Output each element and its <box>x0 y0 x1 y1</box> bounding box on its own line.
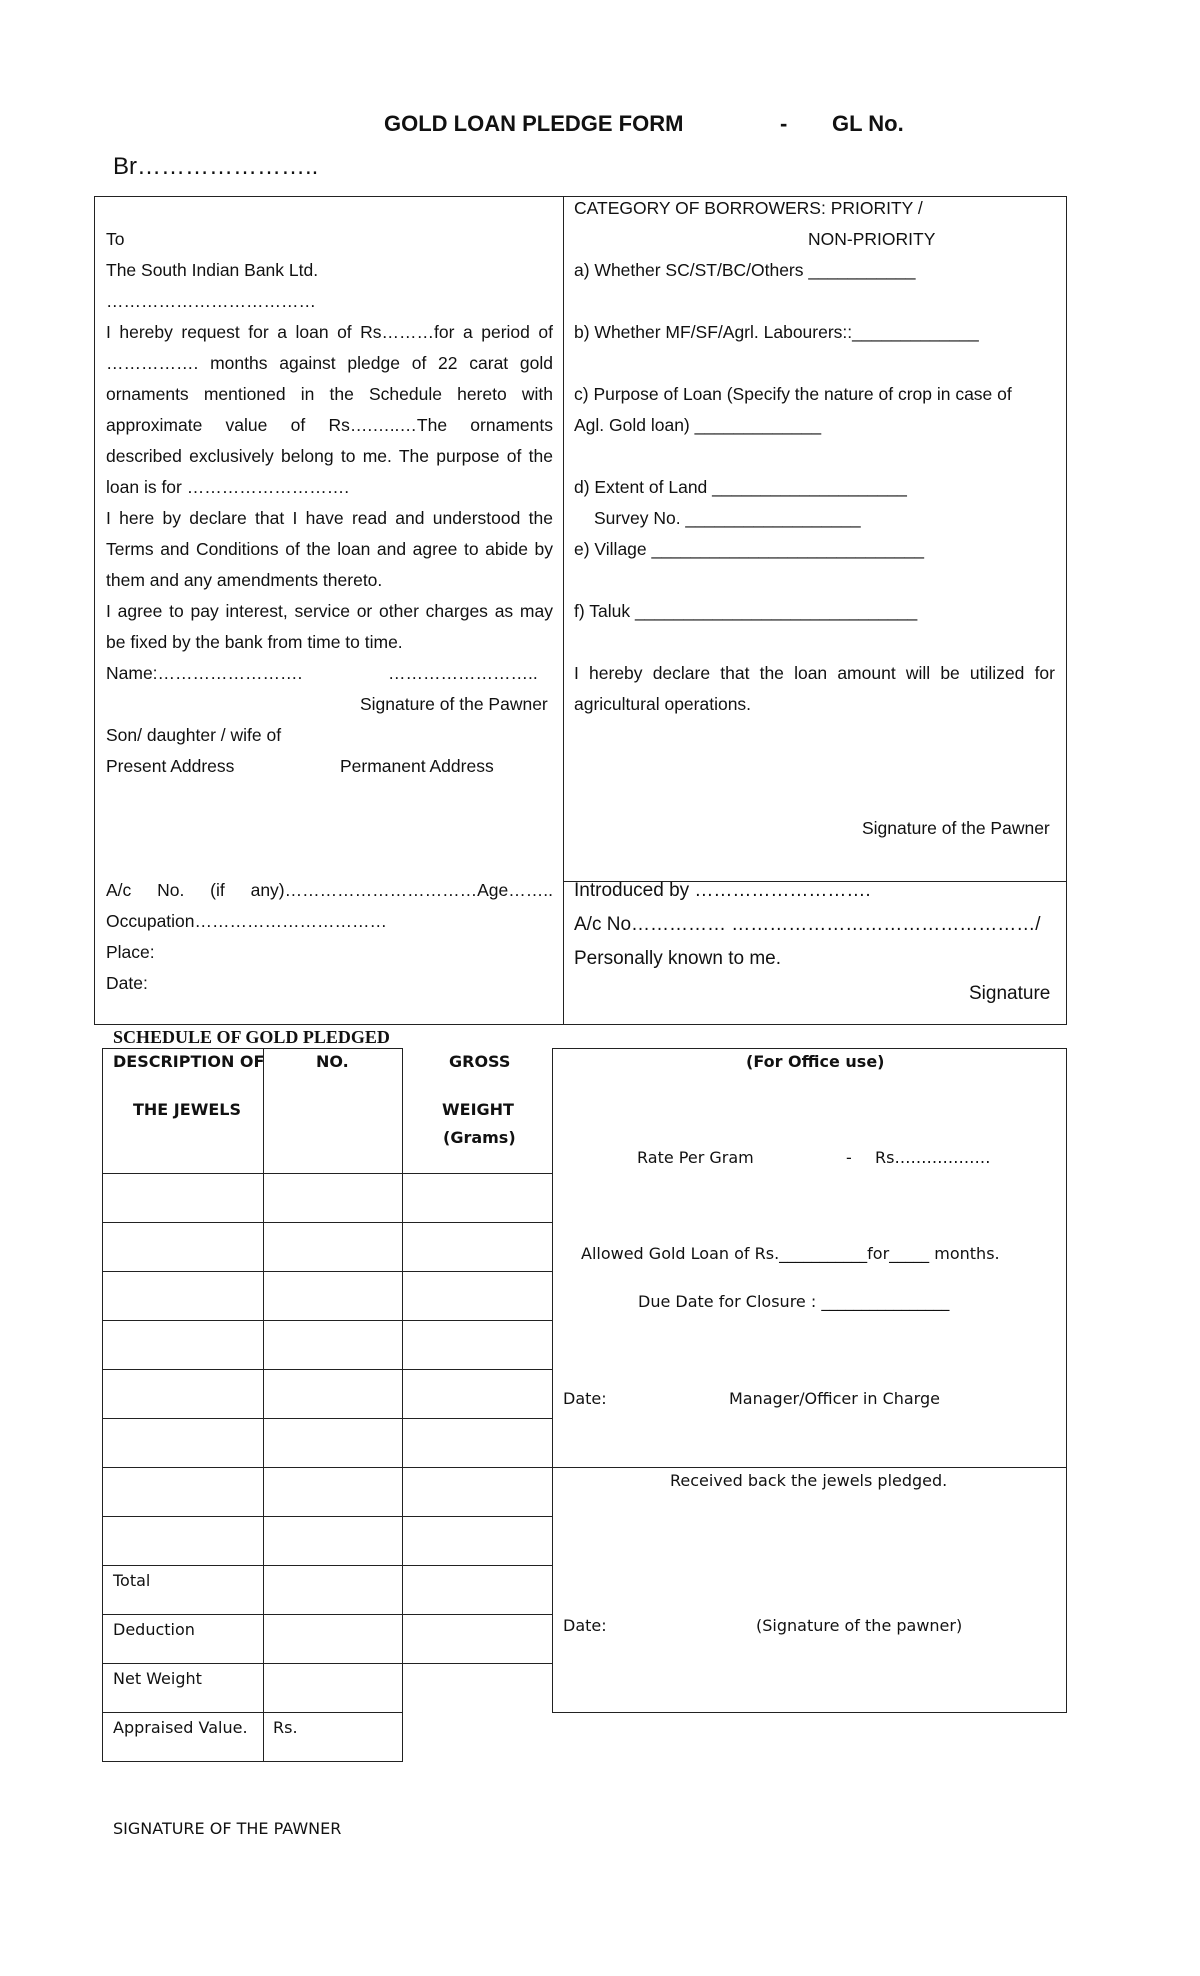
office-use-divider <box>552 1467 1067 1468</box>
office-use-heading: (For Office use) <box>746 1052 885 1071</box>
col-gross-header: GROSS <box>449 1052 511 1071</box>
signature-dots: …………………….. <box>388 663 538 683</box>
name-field: Name:……………………. <box>106 663 303 683</box>
address-dots: ……………………………… <box>106 291 316 311</box>
jewel-row-rule <box>102 1712 403 1713</box>
deduction-row-label: Deduction <box>113 1620 195 1639</box>
jewel-row-rule <box>102 1565 553 1566</box>
appraised-rs-label: Rs. <box>273 1718 298 1737</box>
jewel-row-rule <box>102 1663 553 1664</box>
due-date-field: Due Date for Closure : ________________ <box>638 1292 950 1311</box>
agree-line-1: I agree to pay interest, service or other charges as may <box>106 601 553 621</box>
introducer-signature: Signature <box>969 983 1051 1004</box>
to-label: To <box>106 229 125 249</box>
form-title: GOLD LOAN PLEDGE FORM <box>384 111 684 136</box>
introduced-by-field: Introduced by ………………………. <box>574 880 871 901</box>
jewel-row-rule <box>102 1467 553 1468</box>
request-line-3: ornaments mentioned in the Schedule hereto with <box>106 384 553 404</box>
received-pawner-signature: (Signature of the pawner) <box>756 1616 963 1635</box>
jewel-header-rule <box>102 1173 553 1174</box>
jewel-row-rule <box>102 1222 553 1223</box>
declare-line-2: Terms and Conditions of the loan and agree to abide by <box>106 539 553 559</box>
jewel-row-rule <box>102 1320 553 1321</box>
total-row-label: Total <box>113 1571 151 1590</box>
rate-rs-field: Rs……………… <box>875 1148 991 1167</box>
net-weight-row-label: Net Weight <box>113 1669 202 1688</box>
bank-name: The South Indian Bank Ltd. <box>106 260 319 280</box>
col-grams-header: (Grams) <box>443 1128 516 1147</box>
present-address-label: Present Address <box>106 756 235 776</box>
pawner-signature-label: Signature of the Pawner <box>360 694 548 714</box>
agree-line-2: be fixed by the bank from time to time. <box>106 632 403 652</box>
relation-label: Son/ daughter / wife of <box>106 725 282 745</box>
schedule-title: SCHEDULE OF GOLD PLEDGED <box>113 1027 390 1047</box>
request-line-4: approximate value of Rs….…..…The ornaments <box>106 415 553 435</box>
introducer-account-field: A/c No…………… …………………………………………/ <box>574 914 1041 935</box>
rate-per-gram-label: Rate Per Gram <box>637 1148 754 1167</box>
category-item-b: b) Whether MF/SF/Agrl. Labourers::_____________ <box>574 322 979 342</box>
title-dash: - <box>780 111 788 136</box>
category-item-e: e) Village ____________________________ <box>574 539 925 559</box>
occupation-field: Occupation…………………………… <box>106 911 388 931</box>
request-line-2: ……………. months against pledge of 22 carat gold <box>106 353 553 373</box>
loan-purpose-line: loan is for ………………………. <box>106 477 350 497</box>
jewel-row-rule <box>102 1516 553 1517</box>
category-item-a: a) Whether SC/ST/BC/Others ___________ <box>574 260 916 280</box>
date-field: Date: <box>106 973 148 993</box>
agri-declaration-line-1: I hereby declare that the loan amount will be utilized for <box>574 663 1055 683</box>
place-field: Place: <box>106 942 155 962</box>
account-age-field: A/c No. (if any)……………………………Age…….. <box>106 880 553 900</box>
jewel-col-divider-1 <box>263 1048 264 1762</box>
known-statement: Personally known to me. <box>574 948 781 969</box>
right-pawner-signature: Signature of the Pawner <box>862 818 1050 838</box>
col-description-header-2: THE JEWELS <box>133 1100 241 1119</box>
col-description-header: DESCRIPTION OF <box>113 1052 265 1071</box>
jewel-row-rule <box>102 1418 553 1419</box>
category-heading: CATEGORY OF BORROWERS: PRIORITY / <box>574 198 923 218</box>
received-back-label: Received back the jewels pledged. <box>670 1471 948 1490</box>
agri-declaration-line-2: agricultural operations. <box>574 694 752 714</box>
appraised-value-label: Appraised Value. <box>113 1718 248 1737</box>
request-line-5: described exclusively belong to me. The purpose of the <box>106 446 553 466</box>
category-item-c-cont: Agl. Gold loan) _____________ <box>574 415 822 435</box>
declare-line-3: them and any amendments thereto. <box>106 570 383 590</box>
office-date-label: Date: <box>563 1389 607 1408</box>
column-divider <box>563 196 564 1025</box>
declare-line-1: I here by declare that I have read and understood the <box>106 508 553 528</box>
received-date-label: Date: <box>563 1616 607 1635</box>
jewel-row-rule <box>102 1271 553 1272</box>
jewel-row-rule <box>102 1369 553 1370</box>
jewel-row-rule <box>102 1614 553 1615</box>
request-line-1: I hereby request for a loan of Rs………for a period of <box>106 322 553 342</box>
allowed-loan-field: Allowed Gold Loan of Rs.___________for_____ months. <box>581 1244 1000 1263</box>
survey-no-field: Survey No. __________________ <box>594 508 861 528</box>
permanent-address-label: Permanent Address <box>340 756 494 776</box>
category-item-d: d) Extent of Land ____________________ <box>574 477 907 497</box>
branch-field: Br………………….. <box>113 153 319 180</box>
rate-dash: - <box>846 1148 852 1167</box>
category-item-f: f) Taluk _____________________________ <box>574 601 918 621</box>
manager-signature-label: Manager/Officer in Charge <box>729 1389 940 1408</box>
gl-no-label: GL No. <box>832 111 904 136</box>
jewel-table <box>102 1048 403 1762</box>
footer-pawner-signature: SIGNATURE OF THE PAWNER <box>113 1819 342 1838</box>
col-no-header: NO. <box>316 1052 349 1071</box>
category-non-priority: NON-PRIORITY <box>808 229 936 249</box>
col-weight-header: WEIGHT <box>442 1100 514 1119</box>
category-item-c: c) Purpose of Loan (Specify the nature of crop in case of <box>574 384 1012 404</box>
